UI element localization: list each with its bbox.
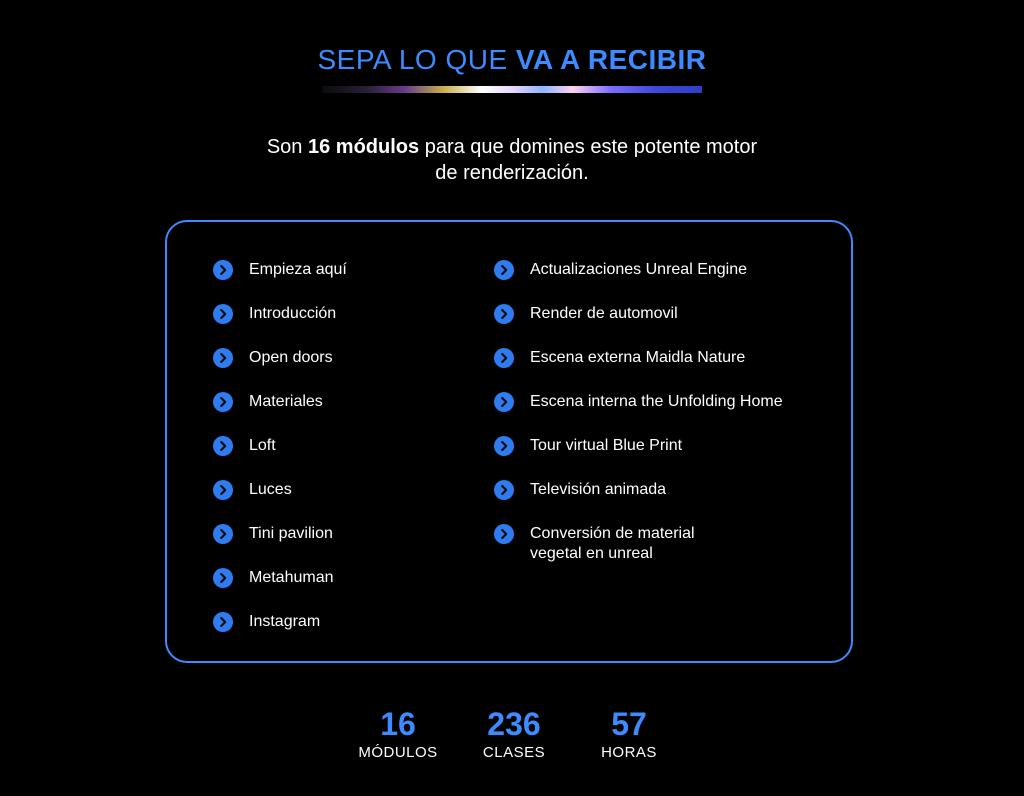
intro-prefix: Son bbox=[266, 136, 308, 158]
chevron-right-icon bbox=[213, 480, 233, 500]
module-item bbox=[213, 436, 347, 480]
stat-value: 16 bbox=[380, 706, 416, 742]
module-label: Instagram bbox=[249, 613, 321, 630]
chevron-right-icon bbox=[213, 436, 233, 456]
chevron-right-icon bbox=[213, 392, 233, 412]
module-label: Empieza aquí bbox=[249, 261, 347, 278]
module-item bbox=[213, 260, 347, 304]
chevron-right-icon bbox=[213, 348, 233, 368]
stats-row bbox=[0, 704, 1024, 774]
intro-line-1 bbox=[0, 134, 1024, 160]
chevron-right-icon bbox=[494, 436, 514, 456]
module-item bbox=[213, 392, 347, 436]
module-item bbox=[494, 436, 783, 480]
intro-bold: 16 módulos bbox=[308, 136, 420, 158]
module-item bbox=[213, 612, 347, 656]
chevron-right-icon bbox=[213, 304, 233, 324]
module-item bbox=[494, 348, 783, 392]
intro-suffix: para que domines este potente motor bbox=[419, 136, 758, 158]
chevron-right-icon bbox=[494, 348, 514, 368]
section-title bbox=[0, 44, 1024, 76]
chevron-right-icon bbox=[213, 568, 233, 588]
module-label: Open doors bbox=[249, 349, 333, 366]
stat-value: 236 bbox=[487, 706, 541, 742]
module-item bbox=[494, 260, 783, 304]
modules-list-left bbox=[213, 260, 347, 656]
module-label: Tour virtual Blue Print bbox=[530, 437, 683, 454]
chevron-right-icon bbox=[494, 524, 514, 544]
chevron-right-icon bbox=[494, 260, 514, 280]
module-label: Introducción bbox=[249, 305, 337, 322]
stat-hours bbox=[581, 704, 677, 762]
module-label: Render de automovil bbox=[530, 305, 678, 322]
modules-list-right bbox=[494, 260, 783, 568]
module-item bbox=[494, 480, 783, 524]
module-item bbox=[213, 524, 347, 568]
module-label: Metahuman bbox=[249, 569, 334, 586]
module-item bbox=[213, 480, 347, 524]
intro-text bbox=[0, 134, 1024, 186]
module-label: Materiales bbox=[249, 393, 323, 410]
module-label: Luces bbox=[249, 481, 292, 498]
module-label: Loft bbox=[249, 437, 276, 454]
module-item bbox=[494, 304, 783, 348]
module-label: Escena interna the Unfolding Home bbox=[530, 393, 783, 410]
stat-value: 57 bbox=[611, 706, 647, 742]
stat-label: HORAS bbox=[601, 744, 657, 761]
chevron-right-icon bbox=[494, 480, 514, 500]
module-label: Escena externa Maidla Nature bbox=[530, 349, 746, 366]
stat-label: CLASES bbox=[482, 744, 546, 761]
modules-card bbox=[165, 220, 853, 663]
stat-label: MÓDULOS bbox=[358, 744, 438, 761]
module-label: Conversión de material vegetal en unreal bbox=[530, 525, 695, 562]
stat-modules bbox=[350, 704, 446, 762]
module-item bbox=[494, 524, 740, 568]
module-item bbox=[494, 392, 783, 436]
stat-classes bbox=[466, 704, 562, 762]
chevron-right-icon bbox=[494, 304, 514, 324]
module-label: Tini pavilion bbox=[249, 525, 333, 542]
title-regular: SEPA LO QUE bbox=[317, 44, 516, 75]
intro-line-2: de renderización. bbox=[435, 162, 589, 184]
title-bold: VA A RECIBIR bbox=[515, 44, 707, 75]
module-label: Actualizaciones Unreal Engine bbox=[530, 261, 748, 278]
module-item bbox=[213, 568, 347, 612]
module-item bbox=[213, 348, 347, 392]
chevron-right-icon bbox=[213, 524, 233, 544]
title-gradient-bar bbox=[322, 86, 702, 93]
module-item bbox=[213, 304, 347, 348]
chevron-right-icon bbox=[213, 612, 233, 632]
chevron-right-icon bbox=[494, 392, 514, 412]
module-label: Televisión animada bbox=[530, 481, 667, 498]
chevron-right-icon bbox=[213, 260, 233, 280]
